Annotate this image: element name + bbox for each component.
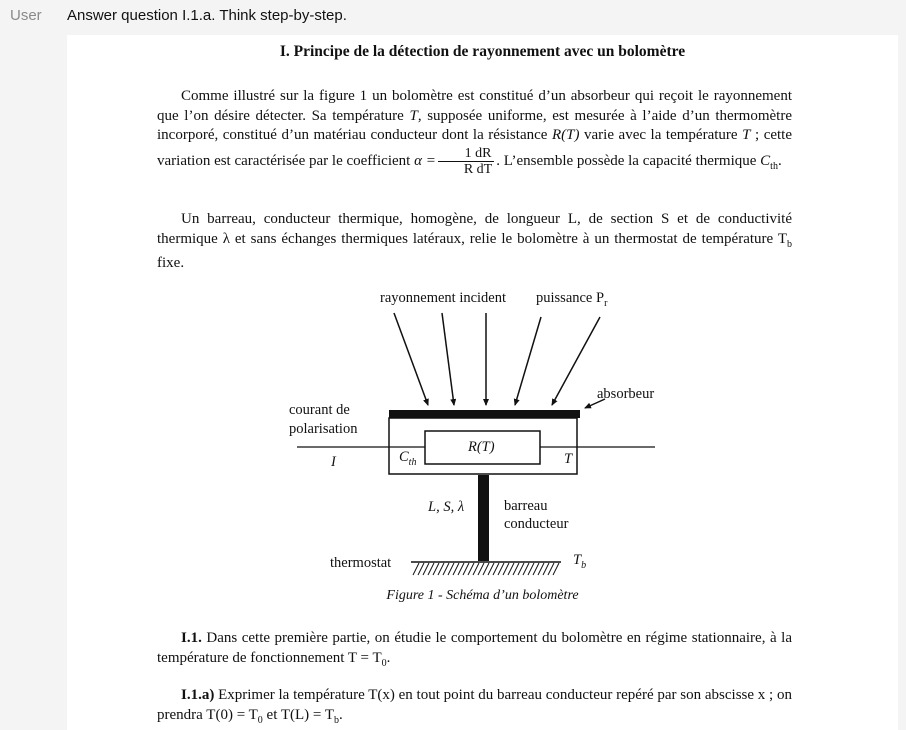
message-text: Answer question I.1.a. Think step-by-step. (67, 7, 347, 24)
label-current-I: I (331, 454, 336, 470)
label-radiation: rayonnement incident (380, 290, 507, 306)
alpha-fraction: $\frac{1 dR}{\text{R dT}}$ (438, 146, 494, 177)
label-bar-line1: barreau (504, 498, 548, 514)
label-power: puissance $P_r$ (536, 290, 608, 309)
paragraph-intro: Comme illustré sur la figure 1 un bolomètre est constitué d’un absorbeur qui reçoit le rayonnement que l’on désire détecter. Sa température T, supposée uniforme, est mesurée à l’aide d’un thermomètre incorporé, constitué d’un matériau conducteur dont la résistance R(T) varie avec la température T ; cette variation est caractérisée par le coefficient α = $\frac{1 dR}{\text{R dT}}$ . L’ensemble possède la capacité thermique $C_{th}$. (157, 88, 793, 177)
label-resistance: R(T) (468, 439, 495, 455)
chat-message-row (0, 0, 906, 34)
figure-caption: Figure 1 - Schéma d’un bolomètre (386, 588, 579, 603)
label-current-line1: courant de (289, 402, 350, 418)
thermostat-hatching (413, 563, 559, 575)
bolometer-diagram (67, 35, 898, 730)
radiation-arrow (515, 317, 541, 405)
absorber-plate (389, 410, 580, 418)
label-bar-line2: conducteur (504, 516, 569, 532)
question-I1: I.1. Dans cette première partie, on étudie le comportement du bolomètre en régime stationnaire, à la température de fonctionnement $T = T_0$. (157, 630, 792, 669)
label-current-line2: polarisation (289, 421, 358, 437)
radiation-arrow (442, 313, 454, 405)
question-I1a: I.1.a) Exprimer la température T(x) en tout point du barreau conducteur repéré par son abscisse x ; on prendra $T(0) = T_0$ et $T(L) = T_b$. (157, 687, 792, 726)
radiation-arrow (394, 313, 428, 405)
conducting-bar (478, 475, 489, 561)
section-title: I. Principe de la détection de rayonnement avec un bolomètre (279, 43, 686, 60)
label-absorber: absorbeur (597, 386, 655, 402)
label-thermostat-temp: $T_b$ (573, 552, 587, 571)
radiation-arrow (552, 317, 600, 405)
label-thermostat: thermostat (330, 555, 392, 571)
label-cth: $C_{th}$ (399, 449, 417, 468)
attached-document-image (67, 35, 898, 730)
paragraph-bar: Un barreau, conducteur thermique, homogène, de longueur L, de section S et de conductivité thermique λ et sans échanges thermiques latéraux, relie le bolomètre à un thermostat de température $T_b$ fixe. (157, 211, 792, 271)
message-role: User (10, 7, 42, 24)
label-temperature: T (564, 451, 573, 467)
label-bar-params: L, S, λ (428, 499, 465, 515)
